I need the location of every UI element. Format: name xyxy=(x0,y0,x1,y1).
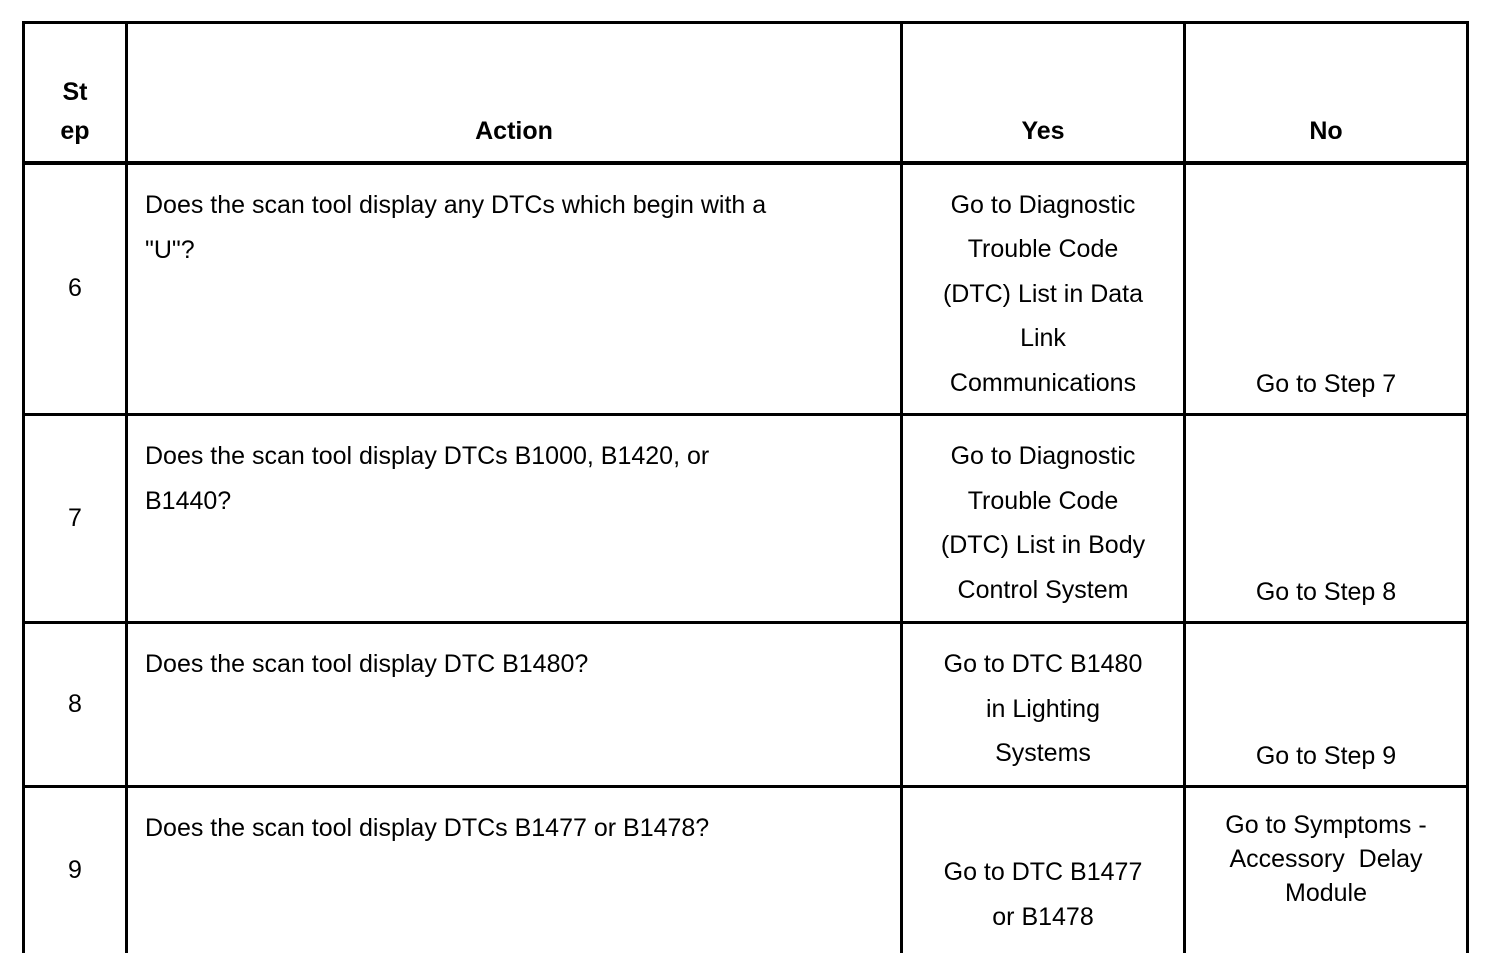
yes-line: Trouble Code xyxy=(967,235,1119,263)
yes-line: Go to DTC B1477 xyxy=(943,858,1143,886)
action-line: Does the scan tool display any DTCs which begin with a xyxy=(145,190,767,219)
yes-line: Go to Diagnostic xyxy=(950,190,1136,219)
header-step xyxy=(24,23,127,163)
table-row xyxy=(24,623,1468,787)
table-row xyxy=(24,415,1468,623)
header-action: Action xyxy=(127,23,902,163)
no-result xyxy=(1185,787,1468,953)
no-line: Go to Step 8 xyxy=(1255,578,1397,607)
yes-result xyxy=(902,623,1185,787)
no-line: Go to Step 7 xyxy=(1255,370,1397,399)
action-line: Does the scan tool display DTCs B1000, B1420, or xyxy=(145,442,710,471)
action-text xyxy=(127,623,902,787)
step-number: 8 xyxy=(24,623,127,787)
action-line: Does the scan tool display DTC B1480? xyxy=(145,650,589,679)
no-result xyxy=(1185,163,1468,415)
table-header-row xyxy=(24,23,1468,163)
yes-line: in Lighting xyxy=(986,694,1100,723)
action-text xyxy=(127,787,902,953)
table-row xyxy=(24,787,1468,953)
step-number: 6 xyxy=(24,163,127,415)
yes-line: Go to Diagnostic xyxy=(950,442,1136,471)
yes-result xyxy=(902,787,1185,953)
yes-line: Trouble Code xyxy=(967,486,1119,515)
yes-line: or B1478 xyxy=(992,902,1094,931)
yes-line: Control System xyxy=(957,575,1129,604)
yes-line: Go to DTC B1480 xyxy=(943,650,1143,679)
step-number: 7 xyxy=(24,415,127,623)
no-result-block xyxy=(1186,788,1466,910)
action-line: B1440? xyxy=(145,487,232,516)
no-line: Accessory Delay xyxy=(1229,845,1423,874)
yes-line: Communications xyxy=(949,368,1137,397)
yes-line: Systems xyxy=(995,739,1091,768)
no-result xyxy=(1185,415,1468,623)
header-step-line1: St xyxy=(62,77,88,106)
action-text xyxy=(127,415,902,623)
no-line: Module xyxy=(1285,879,1367,908)
no-line: Go to Step 9 xyxy=(1255,742,1397,771)
no-result xyxy=(1185,623,1468,787)
action-text xyxy=(127,163,902,415)
step-number: 9 xyxy=(24,787,127,953)
action-line: "U"? xyxy=(145,235,195,264)
action-line: Does the scan tool display DTCs B1477 or B1478? xyxy=(145,814,710,843)
yes-result xyxy=(902,415,1185,623)
yes-result xyxy=(902,163,1185,415)
header-step-line2: ep xyxy=(60,116,90,145)
header-no: No xyxy=(1185,23,1468,163)
no-line: Go to Symptoms - xyxy=(1225,811,1427,840)
yes-line: (DTC) List in Body xyxy=(940,531,1146,560)
diagnostic-step-table xyxy=(22,21,1469,953)
yes-line: Link xyxy=(1020,324,1066,352)
header-yes: Yes xyxy=(902,23,1185,163)
yes-line: (DTC) List in Data xyxy=(942,279,1144,308)
table-row xyxy=(24,163,1468,415)
yes-result-block xyxy=(903,850,1183,939)
